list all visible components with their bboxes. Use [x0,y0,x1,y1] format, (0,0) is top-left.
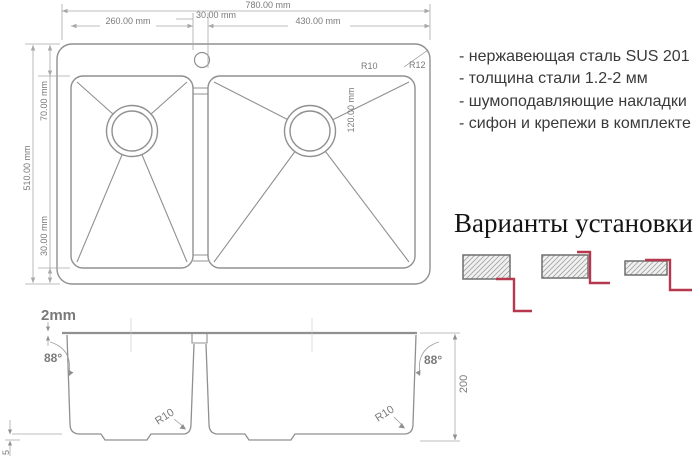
dim-left-bowl-width: 260.00 mm [105,16,151,26]
dim-total-width: 780.00 mm [245,0,291,10]
installation-diagrams [463,252,692,311]
dim-foot-height: 5 [1,449,11,455]
counter-section [625,261,667,275]
dim-total-depth: 510.00 mm [22,145,32,191]
spec-item-noise-pads: - шумоподавляющие накладки [459,92,687,110]
install-option-flushmount [542,252,610,283]
label-wall-angle-right: 88° [424,353,443,367]
side-view-dimension-lines [5,322,460,456]
side-left-bowl [67,335,194,440]
counter-section [463,255,510,279]
side-view-dimension-arrows [8,327,457,446]
bowl-connector-top [193,88,208,94]
spec-item-included: - сифон и крепежи в комплекте [459,115,691,133]
dim-edge-to-bowl-top: 70.00 mm [39,80,49,122]
dim-rim-thickness: 2mm [41,307,77,324]
side-divider [192,334,207,343]
dim-bowl-to-edge-bottom: 30.00 mm [39,215,49,257]
dim-bowl-depth: 200 [458,374,470,394]
spec-item-thickness: - толщина стали 1.2-2 мм [459,70,648,88]
label-bottom-radius-left: R10 [153,406,177,428]
side-centerlines [131,318,312,352]
spec-item-material: - нержавеющая сталь SUS 201 [459,48,690,65]
spec-list [459,46,691,136]
bowl-connector-bottom [193,255,208,261]
installation-options-title: Варианты установки [454,208,693,238]
top-view-dimension-labels [22,0,426,256]
sink-edge-profile [496,279,532,311]
sink-rim-outline [57,44,430,284]
install-option-overmount [625,260,692,290]
label-corner-radius: R12 [409,60,426,70]
side-right-bowl [206,335,416,440]
label-bottom-radius-right: R10 [373,403,397,425]
install-option-undermount [463,255,532,311]
dim-right-bowl-width: 430.00 mm [295,16,341,26]
left-drain-inner [112,111,152,151]
label-bowl-radius: R10 [361,61,378,71]
counter-section [542,255,588,278]
sink-top-view [57,44,430,284]
faucet-hole [195,53,210,68]
label-wall-angle-left: 88° [44,351,63,365]
top-view-dimension-arrows [31,9,430,283]
right-bowl [208,76,415,268]
dim-divider-width: 30.00 mm [196,10,237,20]
dim-drain-offset: 120.00 mm [346,87,356,133]
side-view-dimension-labels [1,307,470,455]
right-drain-inner [290,111,330,151]
